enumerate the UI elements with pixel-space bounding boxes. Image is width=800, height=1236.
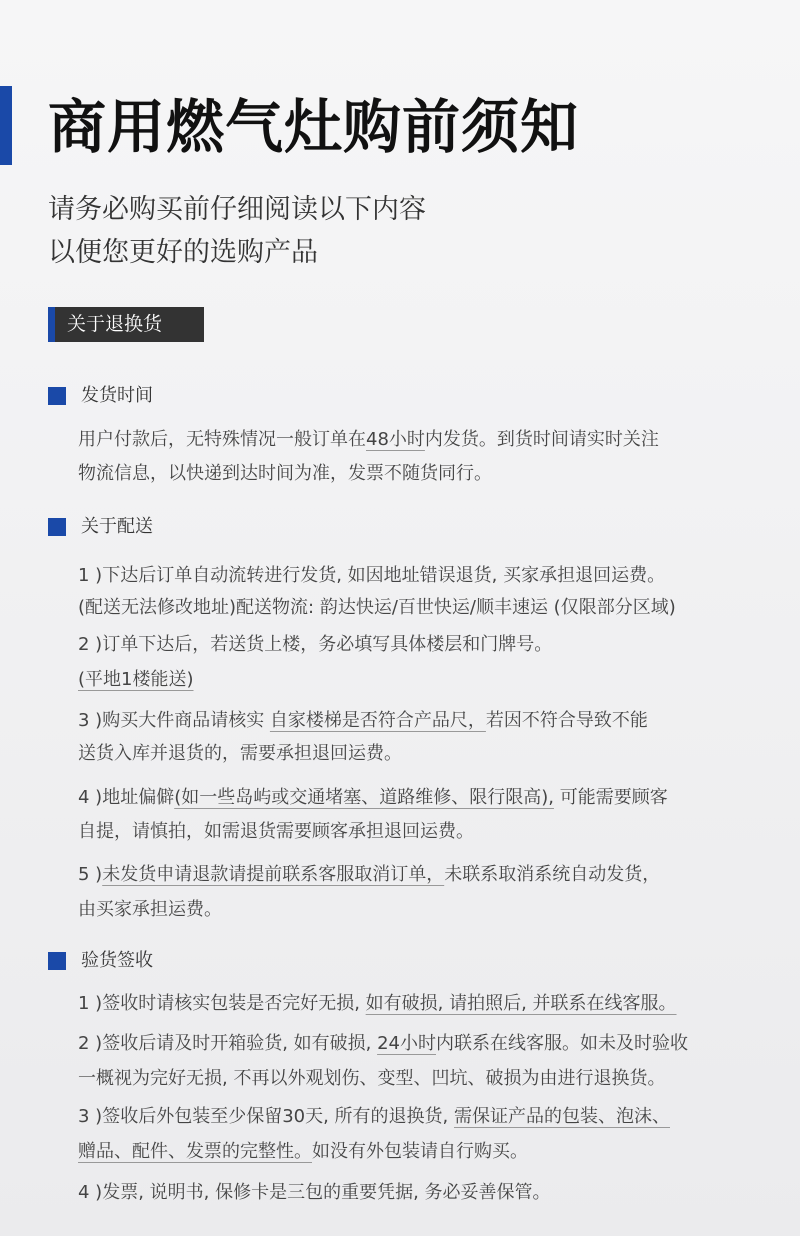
highlight-underline: 48小时 (366, 429, 425, 450)
text-line: (配送无法修改地址)配送物流: 韵达快运/百世快运/顺丰速运 (仅限部分区域) (78, 597, 676, 618)
highlight-underline: 24小时 (377, 1033, 436, 1054)
text-line: 5 )未发货申请退款请提前联系客服取消订单，未联系取消系统自动发货， (78, 864, 661, 885)
section-tag-stripe (48, 307, 55, 342)
highlight-underline: (平地1楼能送) (78, 669, 194, 690)
subtitle-line-1: 请务必购买前仔细阅读以下内容 (48, 194, 426, 225)
subtitle-line-2: 以便您更好的选购产品 (48, 237, 318, 268)
section-tag-label: 关于退换货 (67, 313, 163, 335)
highlight-underline: 如有破损, 请拍照后, 并联系在线客服。 (365, 993, 677, 1014)
text-line: 1 )下达后订单自动流转进行发货, 如因地址错误退货, 买家承担退回运费。 (78, 565, 666, 586)
text-line: 1 )签收时请核实包装是否完好无损, 如有破损, 请拍照后, 并联系在线客服。 (78, 993, 677, 1014)
text-line: 赠品、配件、发票的完整性。如没有外包装请自行购买。 (78, 1141, 528, 1162)
text-line: 4 )地址偏僻(如一些岛屿或交通堵塞、道路维修、限行限高), 可能需要顾客 (78, 787, 668, 808)
text-line: 自提，请慎拍，如需退货需要顾客承担退回运费。 (78, 821, 474, 842)
square-bullet-icon (48, 387, 66, 405)
square-bullet-icon (48, 518, 66, 536)
highlight-underline: 未发货申请退款请提前联系客服取消订单， (102, 864, 445, 885)
page-title: 商用燃气灶购前须知 (48, 93, 580, 161)
heading-label: 关于配送 (81, 516, 153, 537)
heading-label: 发货时间 (81, 385, 153, 406)
highlight-underline: 需保证产品的包装、泡沫、 (454, 1106, 670, 1127)
text-line: 4 )发票, 说明书, 保修卡是三包的重要凭据, 务必妥善保管。 (78, 1182, 551, 1203)
square-bullet-icon (48, 952, 66, 970)
text-line: 3 )购买大件商品请核实 自家楼梯是否符合产品尺，若因不符合导致不能 (78, 710, 648, 731)
section-tag-returns (48, 307, 204, 342)
text-line: 物流信息，以快递到达时间为准，发票不随货同行。 (78, 463, 492, 484)
text-line (78, 667, 194, 693)
text-line: 3 )签收后外包装至少保留30天, 所有的退换货, 需保证产品的包装、泡沫、 (78, 1106, 670, 1127)
title-accent-bar (0, 86, 12, 165)
text-line: 用户付款后，无特殊情况一般订单在48小时内发货。到货时间请实时关注 (78, 429, 659, 450)
text-line: 送货入库并退货的，需要承担退回运费。 (78, 743, 402, 764)
highlight-underline: 赠品、配件、发票的完整性。 (78, 1141, 312, 1162)
text-line: 2 )订单下达后，若送货上楼，务必填写具体楼层和门牌号。 (78, 634, 553, 655)
highlight-underline: (如一些岛屿或交通堵塞、道路维修、限行限高), (174, 787, 554, 808)
highlight-underline: 自家楼梯是否符合产品尺， (269, 710, 486, 731)
heading-label: 验货签收 (81, 950, 153, 971)
text-line: 由买家承担运费。 (78, 899, 222, 920)
text-line: 一概视为完好无损, 不再以外观划伤、变型、凹坑、破损为由进行退换货。 (78, 1068, 666, 1089)
text-line: 2 )签收后请及时开箱验货, 如有破损, 24小时内联系在线客服。如未及时验收 (78, 1033, 688, 1054)
